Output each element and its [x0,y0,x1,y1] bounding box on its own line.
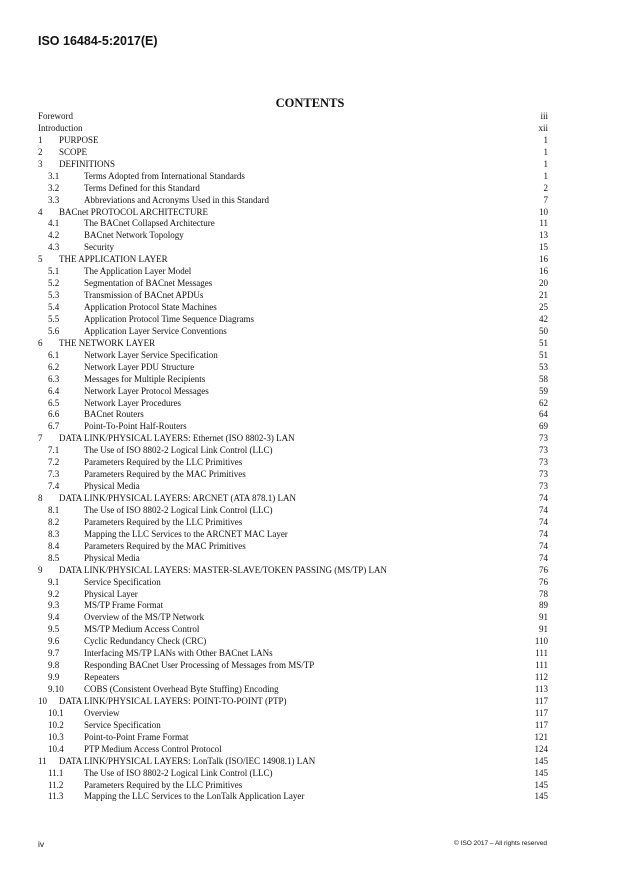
toc-entry-title: MS/TP Frame Format [84,600,164,611]
toc-entry-page: 13 [539,230,548,241]
toc-entry-number: 6.3 [48,373,60,384]
toc-entry-title: DATA LINK/PHYSICAL LAYERS: ARCNET (ATA 878.1) LAN [59,493,296,503]
toc-entry[interactable] [38,183,548,195]
toc-entry[interactable] [38,326,548,338]
toc-entry-number: 8.3 [48,528,60,539]
toc-entry[interactable] [38,421,548,433]
toc-entry-title: Introduction [38,122,83,133]
toc-entry-number: 9.7 [48,648,60,659]
toc-entry[interactable] [38,135,548,147]
toc-entry-page: 89 [539,600,548,611]
toc-entry-title: BACnet Network Topology [84,230,184,241]
toc-entry[interactable] [38,553,548,565]
table-of-contents [38,111,548,803]
toc-entry-title: DEFINITIONS [59,158,115,169]
copyright-notice: © ISO 2017 – All rights reserved [454,840,547,847]
toc-entry-page: 74 [539,540,548,551]
toc-entry[interactable] [38,254,548,266]
toc-entry-number: 8 [38,493,43,503]
toc-entry-page: 69 [539,421,548,432]
toc-entry[interactable] [38,386,548,398]
toc-entry-page: 121 [534,731,548,742]
toc-entry-number: 5.1 [48,266,60,277]
toc-entry-number: 7.2 [48,457,60,468]
document-id-header: ISO 16484-5:2017(E) [38,34,158,48]
toc-entry[interactable] [38,577,548,589]
toc-entry-title: Physical Media [84,552,140,563]
toc-entry-title: The Use of ISO 8802-2 Logical Link Control (LLC) [84,767,273,778]
toc-entry-number: 7.3 [48,469,60,480]
toc-entry-number: 11 [38,755,47,766]
toc-entry-title: MS/TP Medium Access Control [84,624,200,635]
toc-entry[interactable] [38,744,548,756]
toc-entry[interactable] [38,266,548,278]
toc-entry-title: DATA LINK/PHYSICAL LAYERS: LonTalk (ISO/IEC 14908.1) LAN [59,755,316,766]
toc-entry-title: Point-to-Point Frame Format [84,731,189,742]
toc-entry[interactable] [38,230,548,242]
toc-entry-number: 9.8 [48,660,60,671]
toc-entry-number: 6.6 [48,409,60,420]
toc-entry[interactable] [38,636,548,648]
toc-entry-number: 9.2 [48,588,60,599]
toc-entry-title: DATA LINK/PHYSICAL LAYERS: MASTER-SLAVE/TOKEN PASSING (MS/TP) LAN [59,564,387,575]
toc-entry-number: 1 [38,134,43,145]
toc-entry-page: 42 [539,313,548,324]
toc-entry-page: 1 [543,134,548,145]
toc-entry-page: 76 [539,576,548,587]
toc-entry[interactable] [38,493,548,505]
toc-entry-title: Abbreviations and Acronyms Used in this Standard [84,194,269,205]
toc-entry[interactable] [38,612,548,624]
toc-entry-page: 58 [539,373,548,384]
toc-entry-title: Network Layer PDU Structure [84,361,195,372]
toc-entry-title: The Use of ISO 8802-2 Logical Link Control (LLC) [84,445,273,456]
toc-entry-title: Service Specification [84,719,161,730]
toc-entry-page: 76 [539,564,548,575]
toc-entry[interactable] [38,457,548,469]
toc-entry-number: 10.1 [48,707,64,718]
toc-entry-number: 7.1 [48,445,60,456]
toc-entry[interactable] [38,481,548,493]
toc-entry-page: 64 [539,409,548,420]
toc-entry-title: Network Layer Service Specification [84,349,218,360]
toc-entry-title: COBS (Consistent Overhead Byte Stuffing) Encoding [84,684,279,694]
toc-entry-number: 5 [38,254,43,265]
toc-entry-title: Network Layer Procedures [84,397,181,408]
toc-entry-page: 1 [543,158,548,169]
toc-entry[interactable] [38,278,548,290]
toc-entry-title: Mapping the LLC Services to the ARCNET MAC Layer [84,528,288,539]
toc-entry-page: 112 [534,672,548,683]
toc-entry-number: 4.3 [48,242,60,253]
toc-entry-title: The BACnet Collapsed Architecture [84,218,215,229]
toc-entry-title: Interfacing MS/TP LANs with Other BACnet LANs [84,648,273,659]
toc-entry-title: Foreword [38,111,73,121]
toc-entry-number: 5.6 [48,325,60,336]
toc-entry-page: iii [540,111,548,121]
toc-entry-number: 6.5 [48,397,60,408]
toc-entry-title: PURPOSE [59,134,99,145]
toc-entry-page: 74 [539,528,548,539]
toc-entry[interactable] [38,791,548,803]
toc-entry-number: 4.1 [48,218,60,229]
toc-entry[interactable] [38,159,548,171]
toc-entry[interactable] [38,207,548,219]
toc-entry[interactable] [38,708,548,720]
toc-entry-page: 111 [535,648,548,659]
toc-entry-title: Repeaters [84,672,120,683]
toc-entry-number: 6 [38,337,43,348]
toc-entry[interactable] [38,147,548,159]
toc-entry-title: Transmission of BACnet APDUs [84,290,204,301]
toc-entry[interactable] [38,362,548,374]
toc-entry-title: Parameters Required by the LLC Primitives [84,457,243,468]
toc-entry[interactable] [38,660,548,672]
toc-entry[interactable] [38,648,548,660]
toc-entry-page: 11 [539,218,548,229]
toc-entry-number: 3 [38,158,43,169]
toc-entry-number: 4 [38,206,43,217]
toc-entry-page: 25 [539,302,548,312]
toc-entry-page: 91 [539,624,548,635]
toc-entry[interactable] [38,768,548,780]
toc-entry[interactable] [38,720,548,732]
toc-entry-number: 5.4 [48,302,60,312]
toc-entry-number: 9 [38,564,43,575]
toc-entry[interactable] [38,398,548,410]
toc-entry-page: 117 [534,707,548,718]
toc-entry-page: 21 [539,290,548,301]
toc-entry[interactable] [38,589,548,601]
toc-entry-page: 113 [534,684,548,694]
toc-entry-number: 11.2 [48,779,64,790]
toc-entry-title: Physical Media [84,481,140,492]
toc-entry-title: Application Protocol Time Sequence Diagrams [84,313,254,324]
toc-entry[interactable] [38,290,548,302]
toc-entry[interactable] [38,780,548,792]
toc-entry[interactable] [38,684,548,696]
toc-entry-page: 91 [539,612,548,623]
toc-entry-page: 73 [539,445,548,456]
toc-entry[interactable] [38,696,548,708]
toc-entry-title: Parameters Required by the MAC Primitives [84,469,246,480]
toc-entry-title: Service Specification [84,576,161,587]
toc-entry-number: 5.3 [48,290,60,301]
toc-entry-number: 4.2 [48,230,60,241]
toc-entry[interactable] [38,517,548,529]
toc-entry-page: 16 [539,266,548,277]
toc-entry-number: 6.1 [48,349,60,360]
toc-entry[interactable] [38,529,548,541]
toc-entry-page: 7 [543,194,548,205]
toc-entry-number: 11.3 [48,791,64,802]
toc-entry[interactable] [38,171,548,183]
toc-entry[interactable] [38,409,548,421]
toc-entry-page: 124 [534,743,548,754]
toc-entry-page: 110 [534,636,548,647]
toc-entry-title: Parameters Required by the LLC Primitives [84,779,243,790]
toc-entry-title: Overview of the MS/TP Network [84,612,205,623]
toc-entry-title: Segmentation of BACnet Messages [84,278,213,289]
toc-entry-page: 117 [534,719,548,730]
toc-entry-number: 8.1 [48,504,60,515]
toc-entry[interactable] [38,218,548,230]
toc-entry-number: 9.5 [48,624,60,635]
toc-entry[interactable] [38,505,548,517]
toc-entry-page: 74 [539,516,548,527]
toc-entry[interactable] [38,672,548,684]
toc-entry-title: SCOPE [59,146,88,157]
toc-entry-title: Network Layer Protocol Messages [84,385,209,396]
toc-entry-page: 74 [539,493,548,503]
toc-entry-title: Parameters Required by the LLC Primitives [84,516,243,527]
toc-entry-title: The Use of ISO 8802-2 Logical Link Control (LLC) [84,504,273,515]
toc-entry-page: 111 [535,660,548,671]
toc-entry-page: 10 [539,206,548,217]
toc-entry[interactable] [38,111,548,123]
toc-entry-number: 10.2 [48,719,64,730]
toc-entry-title: BACnet PROTOCOL ARCHITECTURE [59,206,209,217]
toc-entry-number: 5.2 [48,278,60,289]
toc-entry[interactable] [38,302,548,314]
toc-entry-number: 2 [38,146,43,157]
toc-entry-page: 145 [534,791,548,802]
toc-entry-title: THE NETWORK LAYER [59,337,156,348]
toc-entry-page: 51 [539,349,548,360]
toc-entry-page: 16 [539,254,548,265]
toc-entry[interactable] [38,600,548,612]
toc-entry-number: 9.9 [48,672,60,683]
toc-entry-title: Messages for Multiple Recipients [84,373,206,384]
toc-entry-page: 2 [543,182,548,193]
toc-entry-page: 1 [543,170,548,181]
toc-entry[interactable] [38,565,548,577]
toc-entry[interactable] [38,732,548,744]
toc-entry-page: 78 [539,588,548,599]
toc-entry[interactable] [38,123,548,135]
toc-entry-number: 9.1 [48,576,60,587]
toc-entry-title: DATA LINK/PHYSICAL LAYERS: Ethernet (ISO 8802-3) LAN [59,433,295,444]
toc-entry[interactable] [38,338,548,350]
toc-entry-number: 9.6 [48,636,60,647]
toc-entry-page: 51 [539,337,548,348]
toc-entry-page: 145 [534,779,548,790]
toc-entry-page: 62 [539,397,548,408]
toc-entry-title: Cyclic Redundancy Check (CRC) [84,636,207,647]
toc-entry[interactable] [38,433,548,445]
toc-entry-title: DATA LINK/PHYSICAL LAYERS: POINT-TO-POINT (PTP) [59,695,287,706]
toc-entry-number: 10.3 [48,731,64,742]
toc-entry-page: 20 [539,278,548,289]
toc-entry-page: 1 [543,146,548,157]
toc-entry-page: 73 [539,481,548,492]
toc-entry-title: Terms Defined for this Standard [84,182,200,193]
toc-entry-title: The Application Layer Model [84,266,192,277]
toc-entry-page: 15 [539,242,548,253]
toc-entry[interactable] [38,624,548,636]
toc-entry-title: Application Protocol State Machines [84,302,217,312]
toc-entry-page: 73 [539,469,548,480]
toc-entry-title: THE APPLICATION LAYER [59,254,168,265]
toc-entry-number: 9.4 [48,612,60,623]
toc-entry-title: Overview [84,707,120,718]
toc-entry-number: 9.10 [48,684,64,694]
toc-entry-number: 6.2 [48,361,60,372]
toc-entry-title: PTP Medium Access Control Protocol [84,743,222,754]
toc-entry-page: 145 [534,767,548,778]
toc-entry-number: 8.2 [48,516,60,527]
toc-entry-number: 10.4 [48,743,64,754]
toc-entry-number: 3.1 [48,170,60,181]
toc-entry-number: 10 [38,695,47,706]
toc-entry-page: 59 [539,385,548,396]
toc-entry[interactable] [38,541,548,553]
toc-entry[interactable] [38,195,548,207]
toc-entry-page: 74 [539,504,548,515]
toc-entry-number: 3.3 [48,194,60,205]
toc-entry-page: 73 [539,433,548,444]
toc-entry-title: Mapping the LLC Services to the LonTalk Application Layer [84,791,305,802]
toc-entry-number: 11.1 [48,767,64,778]
toc-entry-title: Application Layer Service Conventions [84,325,227,336]
toc-entry-page: 73 [539,457,548,468]
toc-entry-page: 50 [539,325,548,336]
toc-entry-title: Security [84,242,114,253]
toc-entry-number: 5.5 [48,313,60,324]
toc-entry-title: Point-To-Point Half-Routers [84,421,187,432]
toc-entry[interactable] [38,242,548,254]
contents-title: CONTENTS [275,96,345,110]
toc-entry-title: BACnet Routers [84,409,144,420]
toc-entry-page: 145 [534,755,548,766]
toc-entry-number: 3.2 [48,182,60,193]
toc-entry-number: 8.4 [48,540,60,551]
toc-entry-number: 6.7 [48,421,60,432]
toc-entry-title: Terms Adopted from International Standards [84,170,245,181]
toc-entry-page: 117 [534,695,548,706]
toc-entry-page: xii [538,122,548,133]
toc-entry-number: 6.4 [48,385,60,396]
toc-entry-page: 74 [539,552,548,563]
toc-entry-title: Physical Layer [84,588,138,599]
toc-entry[interactable] [38,756,548,768]
toc-entry-number: 7 [38,433,43,444]
toc-entry[interactable] [38,374,548,386]
toc-entry-title: Responding BACnet User Processing of Messages from MS/TP [84,660,315,671]
toc-entry[interactable] [38,445,548,457]
page-number: iv [38,839,45,849]
toc-entry[interactable] [38,350,548,362]
toc-entry-title: Parameters Required by the MAC Primitives [84,540,246,551]
toc-entry-number: 8.5 [48,552,60,563]
toc-entry-number: 7.4 [48,481,60,492]
toc-entry-number: 9.3 [48,600,60,611]
toc-entry[interactable] [38,469,548,481]
toc-entry-page: 53 [539,361,548,372]
toc-entry[interactable] [38,314,548,326]
